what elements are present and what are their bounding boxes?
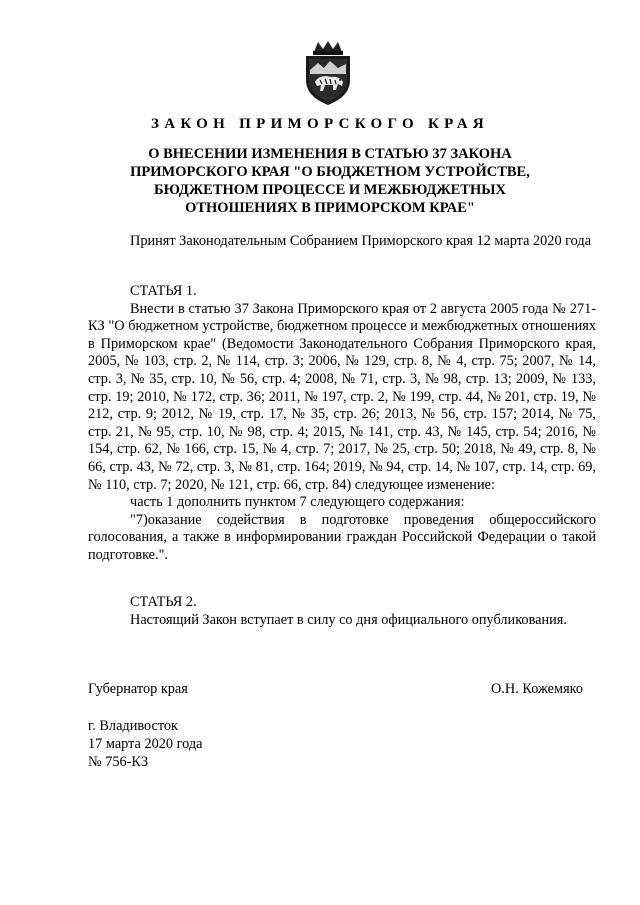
article-1-paragraph: Внести в статью 37 Закона Приморского края от 2 августа 2005 года № 271-КЗ "О бюджетном устройстве, бюджетном процессе и межбюджетных отношениях в Приморском крае" (Ведомости Законодательного Собрания Приморского края, 2005, № 103, стр. 2, № 114, стр. 3; 2006, № 129, стр. 8, № 4, стр. 75; 2007, № 14, стр. 3, № 35, стр. 10, № 56, стр. 4; 2008, № 71, стр. 3, № 98, стр. 13; 2009, № 133, стр. 19; 2010, № 172, стр. 36; 2011, № 197, стр. 2, № 199, стр. 44, № 201, стр. 19, № 212, стр. 9; 2012, № 19, стр. 17, № 35, стр. 26; 2013, № 56, стр. 157; 2014, № 75, стр. 21, № 95, стр. 10, № 98, стр. 4; 2015, № 141, стр. 43, № 145, стр. 54; 2016, № 154, стр. 62, № 166, стр. 15, № 4, стр. 7; 2017, № 25, стр. 50; 2018, № 49, стр. 8, № 66, стр. 43, № 72, стр. 3, № 81, стр. 164; 2019, № 94, стр. 14, № 107, стр. 14, стр. 69, № 110, стр. 7; 2020, № 121, стр. 66, стр. 84) следующее изменение:	[88, 300, 596, 493]
document-footer	[88, 717, 203, 771]
subtitle-line: О ВНЕСЕНИИ ИЗМЕНЕНИЯ В СТАТЬЮ 37 ЗАКОНА	[148, 146, 512, 162]
article-1-paragraph: часть 1 дополнить пунктом 7 следующего содержания:	[130, 494, 465, 511]
footer-date: 17 марта 2020 года	[88, 736, 203, 752]
article-1	[88, 283, 596, 565]
primorsky-krai-coat-of-arms-icon	[298, 40, 358, 106]
article-2-paragraph: Настоящий Закон вступает в силу со дня официального опубликования.	[130, 611, 567, 628]
subtitle-line: БЮДЖЕТНОМ ПРОЦЕССЕ И МЕЖБЮДЖЕТНЫХ	[154, 182, 506, 198]
subtitle-line: ПРИМОРСКОГО КРАЯ "О БЮДЖЕТНОМ УСТРОЙСТВЕ,	[130, 164, 530, 180]
accepted-statement: Принят Законодательным Собранием Приморского края 12 марта 2020 года	[130, 233, 592, 249]
law-title: ЗАКОН ПРИМОРСКОГО КРАЯ	[151, 116, 489, 132]
law-subtitle	[80, 145, 580, 217]
footer-city: г. Владивосток	[88, 718, 178, 734]
article-2	[88, 594, 596, 629]
article-1-paragraph: "7)оказание содействия в подготовке проведения общероссийского голосования, а также в информировании граждан Российской Федерации о такой подготовке.".	[88, 511, 596, 563]
signatory-name: О.Н. Кожемяко	[491, 681, 584, 697]
signatory-position: Губернатор края	[88, 681, 188, 697]
article-2-heading: СТАТЬЯ 2.	[130, 594, 197, 610]
subtitle-line: ОТНОШЕНИЯХ В ПРИМОРСКОМ КРАЕ"	[185, 200, 475, 216]
footer-number: № 756-КЗ	[88, 754, 149, 770]
article-1-heading: СТАТЬЯ 1.	[130, 283, 197, 299]
